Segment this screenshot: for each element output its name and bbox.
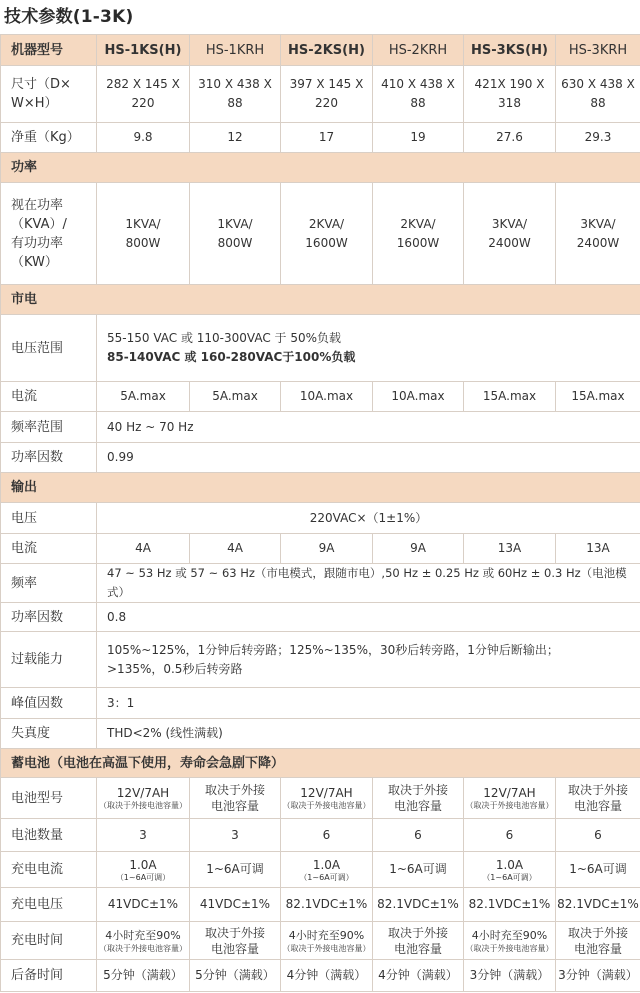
output-current-row [1, 534, 640, 564]
weight-value: 9.8 [97, 123, 190, 153]
battery-count-value: 6 [373, 819, 464, 852]
output-voltage-label: 电压 [1, 503, 97, 534]
battery-type-value: 12V/7AH （取决于外接电池容量） [464, 778, 556, 819]
battery-type-value: 取决于外接 电池容量 [373, 778, 464, 819]
battery-section-row [1, 749, 640, 778]
section-heading: 输出 [1, 473, 640, 503]
mains-section-row [1, 285, 640, 315]
output-crest-row [1, 688, 640, 719]
weight-value: 12 [190, 123, 281, 153]
output-pf-row [1, 603, 640, 632]
size-value: 282 X 145 X 220 [97, 66, 190, 123]
charge-voltage-value: 82.1VDC±1% [373, 888, 464, 922]
output-overload-value [97, 632, 640, 688]
charge-current-label: 充电电流 [1, 852, 97, 888]
charge-time-value: 取决于外接 电池容量 [373, 922, 464, 960]
power-label [1, 183, 97, 285]
charge-voltage-value: 82.1VDC±1% [556, 888, 640, 922]
section-heading: 市电 [1, 285, 640, 315]
battery-type-value: 12V/7AH （取决于外接电池容量） [281, 778, 373, 819]
power-value: 1KVA/ 800W [97, 183, 190, 285]
mains-current-value: 15A.max [556, 382, 640, 412]
charge-current-value: 1.0A （1~6A可调） [464, 852, 556, 888]
mains-pf-value: 0.99 [97, 443, 640, 473]
battery-type-value: 12V/7AH （取决于外接电池容量） [97, 778, 190, 819]
power-label-line: （KW） [11, 254, 58, 270]
output-crest-value: 3：1 [97, 688, 640, 719]
model-header-row [1, 35, 640, 66]
charge-current-value: 1~6A可调 [373, 852, 464, 888]
output-current-value: 13A [556, 534, 640, 564]
charge-time-row [1, 922, 640, 960]
weight-label: 净重（Kg） [1, 123, 97, 153]
output-pf-label: 功率因数 [1, 603, 97, 632]
output-current-value: 9A [373, 534, 464, 564]
charge-current-value: 1.0A （1~6A可调） [281, 852, 373, 888]
mains-pf-row [1, 443, 640, 473]
page-title: 技术参数(1-3K) [4, 7, 134, 27]
charge-time-value: 取决于外接 电池容量 [556, 922, 640, 960]
power-label-line: （KVA）/ [11, 216, 67, 232]
mains-freq-row [1, 412, 640, 443]
size-value: 310 X 438 X 88 [190, 66, 281, 123]
output-current-label: 电流 [1, 534, 97, 564]
model-name: HS-2KS(H) [281, 35, 373, 66]
weight-value: 19 [373, 123, 464, 153]
mains-voltage-label: 电压范围 [1, 315, 97, 382]
mains-current-value: 15A.max [464, 382, 556, 412]
charge-current-value: 1~6A可调 [556, 852, 640, 888]
weight-value: 29.3 [556, 123, 640, 153]
power-value: 2KVA/ 1600W [281, 183, 373, 285]
size-label [1, 66, 97, 123]
battery-count-value: 3 [190, 819, 281, 852]
model-name: HS-1KS(H) [97, 35, 190, 66]
section-heading: 功率 [1, 153, 640, 183]
power-value: 3KVA/ 2400W [556, 183, 640, 285]
battery-type-value: 取决于外接 电池容量 [556, 778, 640, 819]
mains-current-row [1, 382, 640, 412]
power-value: 2KVA/ 1600W [373, 183, 464, 285]
charge-voltage-row [1, 888, 640, 922]
charge-time-value: 取决于外接 电池容量 [190, 922, 281, 960]
size-value: 630 X 438 X 88 [556, 66, 640, 123]
output-voltage-value: 220VAC×（1±1%） [97, 503, 640, 534]
output-current-value: 13A [464, 534, 556, 564]
output-freq-value: 47 ~ 53 Hz 或 57 ~ 63 Hz（市电模式，跟随市电）,50 Hz ± 0.25 Hz 或 60Hz ± 0.3 Hz（电池模式） [97, 564, 640, 603]
battery-count-value: 6 [464, 819, 556, 852]
backup-time-value: 5分钟（满载） [190, 960, 281, 992]
power-label-line: 视在功率 [11, 197, 64, 213]
model-name: HS-2KRH [373, 35, 464, 66]
mains-current-value: 10A.max [281, 382, 373, 412]
output-thd-value: THD<2% (线性满载) [97, 719, 640, 749]
mains-voltage-line: 85-140VAC 或 160-280VAC于100%负载 [107, 350, 356, 364]
charge-time-value: 4小时充至90% （取决于外接电池容量） [281, 922, 373, 960]
charge-time-value: 4小时充至90% （取决于外接电池容量） [464, 922, 556, 960]
output-crest-label: 峰值因数 [1, 688, 97, 719]
battery-type-label: 电池型号 [1, 778, 97, 819]
section-heading: 蓄电池（电池在高温下使用，寿命会急剧下降） [1, 749, 640, 778]
model-name: HS-3KS(H) [464, 35, 556, 66]
overload-line: >135%，0.5秒后转旁路 [107, 661, 243, 676]
output-pf-value: 0.8 [97, 603, 640, 632]
model-name: HS-3KRH [556, 35, 640, 66]
charge-voltage-value: 82.1VDC±1% [281, 888, 373, 922]
mains-freq-label: 频率范围 [1, 412, 97, 443]
charge-time-value: 4小时充至90% （取决于外接电池容量） [97, 922, 190, 960]
weight-value: 27.6 [464, 123, 556, 153]
charge-time-label: 充电时间 [1, 922, 97, 960]
power-section-row [1, 153, 640, 183]
power-row [1, 183, 640, 285]
output-freq-label: 频率 [1, 564, 97, 603]
mains-current-value: 5A.max [97, 382, 190, 412]
output-thd-row [1, 719, 640, 749]
output-voltage-row [1, 503, 640, 534]
battery-type-value: 取决于外接 电池容量 [190, 778, 281, 819]
output-overload-row [1, 632, 640, 688]
model-label: 机器型号 [1, 35, 97, 66]
backup-time-value: 3分钟（满载） [464, 960, 556, 992]
charge-voltage-value: 41VDC±1% [190, 888, 281, 922]
output-thd-label: 失真度 [1, 719, 97, 749]
output-overload-label: 过载能力 [1, 632, 97, 688]
power-value: 3KVA/ 2400W [464, 183, 556, 285]
mains-current-value: 5A.max [190, 382, 281, 412]
mains-freq-value: 40 Hz ~ 70 Hz [97, 412, 640, 443]
size-row [1, 66, 640, 123]
charge-current-value: 1~6A可调 [190, 852, 281, 888]
backup-time-value: 4分钟（满载） [281, 960, 373, 992]
mains-current-label: 电流 [1, 382, 97, 412]
charge-current-row [1, 852, 640, 888]
size-label-line: 尺寸（D× [11, 77, 71, 92]
weight-value: 17 [281, 123, 373, 153]
mains-voltage-row [1, 315, 640, 382]
model-name: HS-1KRH [190, 35, 281, 66]
weight-row [1, 123, 640, 153]
spec-table [0, 34, 640, 992]
battery-count-value: 6 [281, 819, 373, 852]
mains-voltage-value [97, 315, 640, 382]
charge-voltage-value: 82.1VDC±1% [464, 888, 556, 922]
output-current-value: 9A [281, 534, 373, 564]
power-value: 1KVA/ 800W [190, 183, 281, 285]
battery-count-label: 电池数量 [1, 819, 97, 852]
backup-time-row [1, 960, 640, 992]
output-section-row [1, 473, 640, 503]
output-current-value: 4A [97, 534, 190, 564]
backup-time-value: 4分钟（满载） [373, 960, 464, 992]
mains-pf-label: 功率因数 [1, 443, 97, 473]
output-current-value: 4A [190, 534, 281, 564]
output-freq-row [1, 564, 640, 603]
mains-current-value: 10A.max [373, 382, 464, 412]
charge-current-value: 1.0A （1~6A可调） [97, 852, 190, 888]
size-value: 397 X 145 X 220 [281, 66, 373, 123]
charge-voltage-label: 充电电压 [1, 888, 97, 922]
battery-count-row [1, 819, 640, 852]
size-label-line: W×H） [11, 96, 58, 111]
size-value: 421X 190 X 318 [464, 66, 556, 123]
power-label-line: 有功功率 [11, 235, 64, 251]
size-value: 410 X 438 X 88 [373, 66, 464, 123]
battery-count-value: 6 [556, 819, 640, 852]
charge-voltage-value: 41VDC±1% [97, 888, 190, 922]
backup-time-label: 后备时间 [1, 960, 97, 992]
mains-voltage-line: 55-150 VAC 或 110-300VAC 于 50%负载 [107, 331, 342, 345]
backup-time-value: 3分钟（满载） [556, 960, 640, 992]
battery-type-row [1, 778, 640, 819]
battery-count-value: 3 [97, 819, 190, 852]
backup-time-value: 5分钟（满载） [97, 960, 190, 992]
overload-line: 105%~125%，1分钟后转旁路；125%~135%，30秒后转旁路，1分钟后断输出； [107, 642, 559, 657]
